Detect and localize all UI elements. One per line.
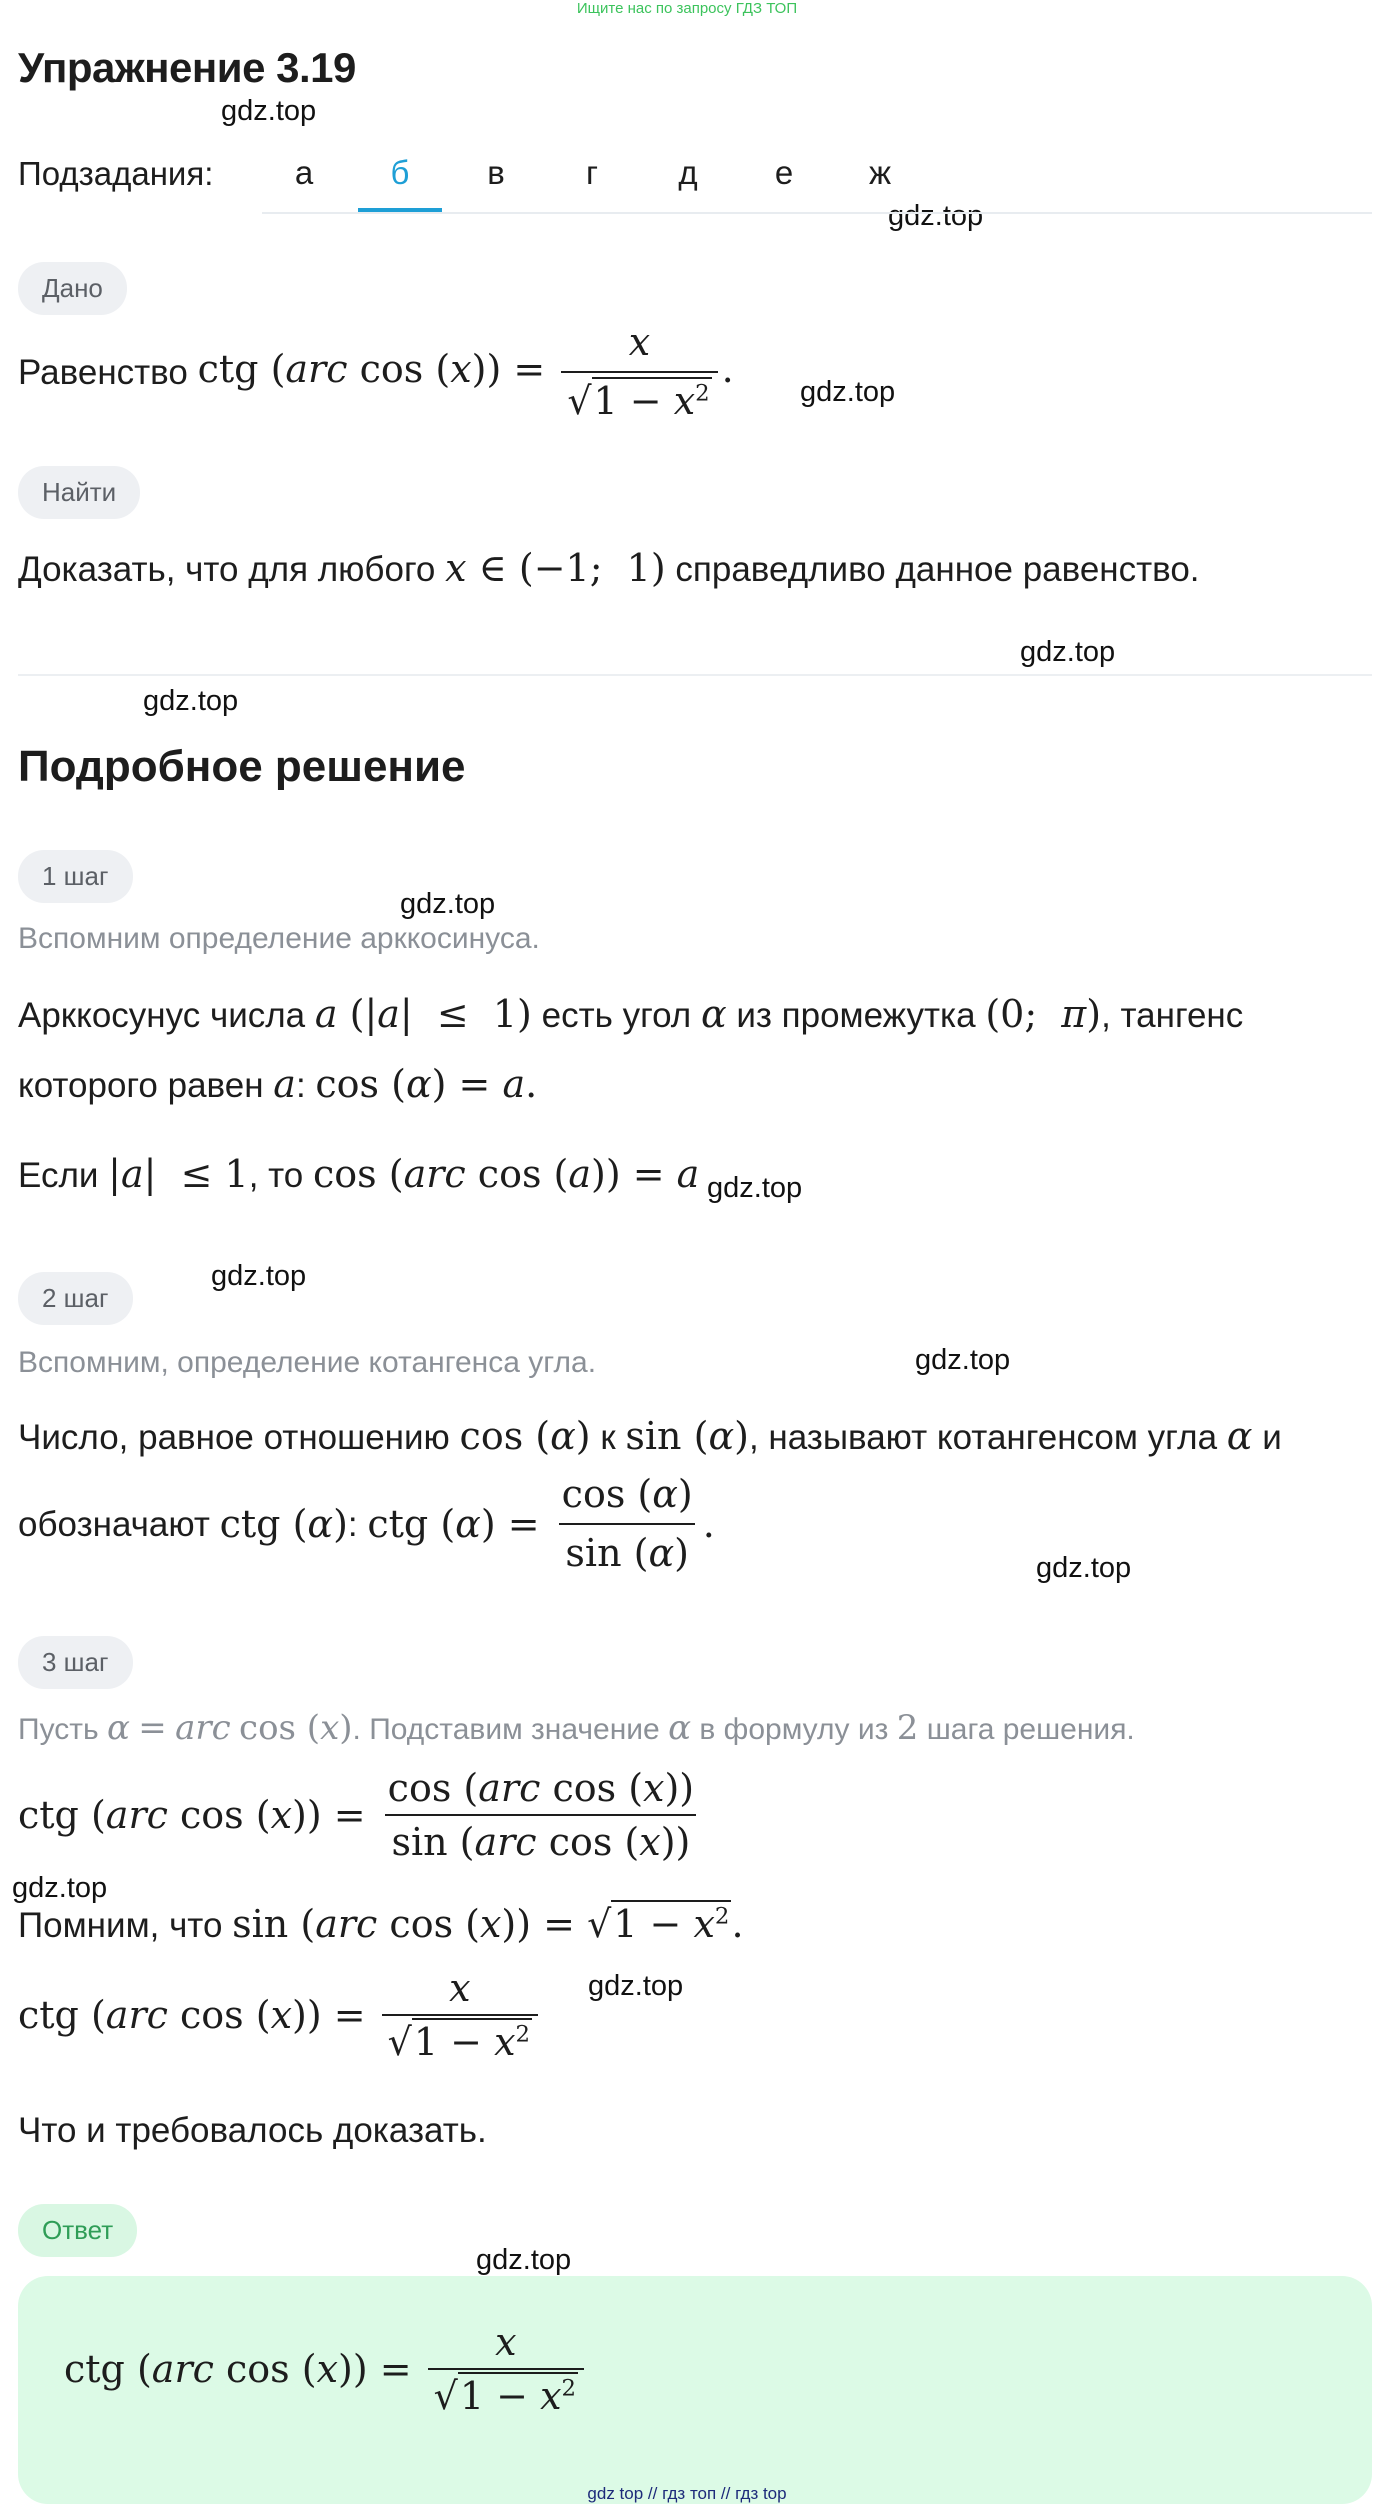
step-3-remember: Помним, что sin (arc $\cos (x)) = √1 - x^2$. <box>18 1902 744 1946</box>
find-after: справедливо данное равенство. <box>675 550 1200 589</box>
step-1-line-3: Если |a| ≤ 1, то cos (arc cos (a)) = a <box>18 1152 700 1196</box>
watermark: gdz.top <box>476 2244 572 2276</box>
step-3-hint: Пусть α = arc cos (x). Подставим значение α в формулу из 2 шага решения. <box>18 1708 1135 1748</box>
tab-b[interactable]: б <box>358 154 442 212</box>
step-3-conclusion: Что и требовалось доказать. <box>18 2111 487 2150</box>
step-3-remember-text: Помним, что <box>18 1906 223 1945</box>
step-1-line-1: Арккосунус числа a (|a| ≤ 1) есть угол α из промежутка (0; π), тангенс <box>18 992 1244 1036</box>
step-2-text: , называют котангенсом угла <box>748 1418 1218 1457</box>
subtasks-label: Подзадания: <box>18 155 214 192</box>
tab-v[interactable]: в <box>487 154 505 191</box>
watermark: gdz.top <box>915 1344 1011 1376</box>
watermark: gdz.top <box>888 200 984 232</box>
answer-formula: ctg ( arc cos ( x )) = $\frac{x}{√1 - x^2}$ <box>64 2320 588 2418</box>
find-pill: Найти <box>18 466 140 519</box>
step-2-pill: 2 шаг <box>18 1272 133 1325</box>
subtask-tabs <box>262 150 1372 214</box>
step-3-formula-2: ctg ( arc cos ( x )) = $\frac{x}{√1 - x^2}$ <box>18 1966 542 2064</box>
find-statement: Доказать, что для любого x ∈ (−1; 1) справедливо данное равенство. <box>18 546 1200 590</box>
step-1-pill: 1 шаг <box>18 850 133 903</box>
step-3-hint-text: Пусть <box>18 1713 99 1746</box>
step-3-hint-text: 2 <box>896 1708 919 1748</box>
step-2-text: обозначают <box>18 1504 210 1544</box>
step-1-hint: Вспомним определение арккосинуса. <box>18 922 540 955</box>
step-3-hint-text: шага решения. <box>926 1713 1135 1746</box>
given-prefix: Равенство <box>18 352 188 392</box>
step-2-hint: Вспомним, определение котангенса угла. <box>18 1346 597 1379</box>
step-2-line-1: Число, равное отношению cos (α) к sin (α), называют котангенсом угла α и <box>18 1414 1282 1458</box>
answer-pill: Ответ <box>18 2204 137 2257</box>
tab-a[interactable]: а <box>294 154 314 191</box>
step-2-text: и <box>1262 1418 1282 1457</box>
watermark: gdz.top <box>211 1260 307 1292</box>
step-1-text: , тангенс <box>1101 996 1244 1035</box>
watermark: gdz.top <box>12 1872 108 1904</box>
tab-zh[interactable]: ж <box>868 154 892 191</box>
step-3-hint-text: . Подставим значение <box>352 1713 660 1746</box>
watermark: gdz.top <box>707 1172 803 1204</box>
step-2-line-2: обозначают ctg (α) : ctg ( α ) = $\frac{\cos (\alpha)}{\sin (\alpha)}$ . <box>18 1470 715 1579</box>
watermark: gdz.top <box>400 888 496 920</box>
footer: gdz top // гдз топ // гдз top <box>587 2484 787 2503</box>
tab-e[interactable]: е <box>774 154 794 191</box>
step-2-text: к <box>600 1418 616 1457</box>
watermark: gdz.top <box>221 95 317 127</box>
step-3-formula-1: ctg ( arc cos ( x )) = $\frac{\text{cos (arc cos (x))}}{\text{sin (arc cos (x))}}$ <box>18 1766 704 1864</box>
tab-d[interactable]: д <box>678 154 698 191</box>
step-1-text: Если <box>18 1156 99 1195</box>
step-1-line-2: которого равен a: cos (α) = a. <box>18 1062 538 1106</box>
watermark: gdz.top <box>1036 1552 1132 1584</box>
step-3-pill: 3 шаг <box>18 1636 133 1689</box>
step-1-text: есть угол <box>541 996 692 1035</box>
given-formula: ctg (arc cos (x)) = $\frac{x}{√1 - x^2}$ . <box>198 318 734 427</box>
watermark: gdz.top <box>1020 636 1116 668</box>
step-3-hint-text: в формулу из <box>699 1713 889 1746</box>
watermark: gdz.top <box>588 1970 684 2002</box>
watermark: gdz.top <box>800 376 896 408</box>
step-1-text: , то <box>248 1156 304 1195</box>
find-before: Доказать, что для любого <box>18 550 436 589</box>
step-1-text: которого равен <box>18 1066 264 1105</box>
solution-title: Подробное решение <box>18 742 466 791</box>
divider <box>18 674 1372 676</box>
step-2-text: Число, равное отношению <box>18 1418 450 1457</box>
page-title: Упражнение 3.19 <box>18 44 356 91</box>
top-banner: Ищите нас по запросу ГДЗ ТОП <box>576 0 798 17</box>
step-1-text: Арккосунус числа <box>18 996 306 1035</box>
given-pill: Дано <box>18 262 127 315</box>
tab-g[interactable]: г <box>585 154 599 191</box>
given-statement <box>18 318 734 427</box>
watermark: gdz.top <box>143 685 239 717</box>
step-1-text: из промежутка <box>736 996 976 1035</box>
